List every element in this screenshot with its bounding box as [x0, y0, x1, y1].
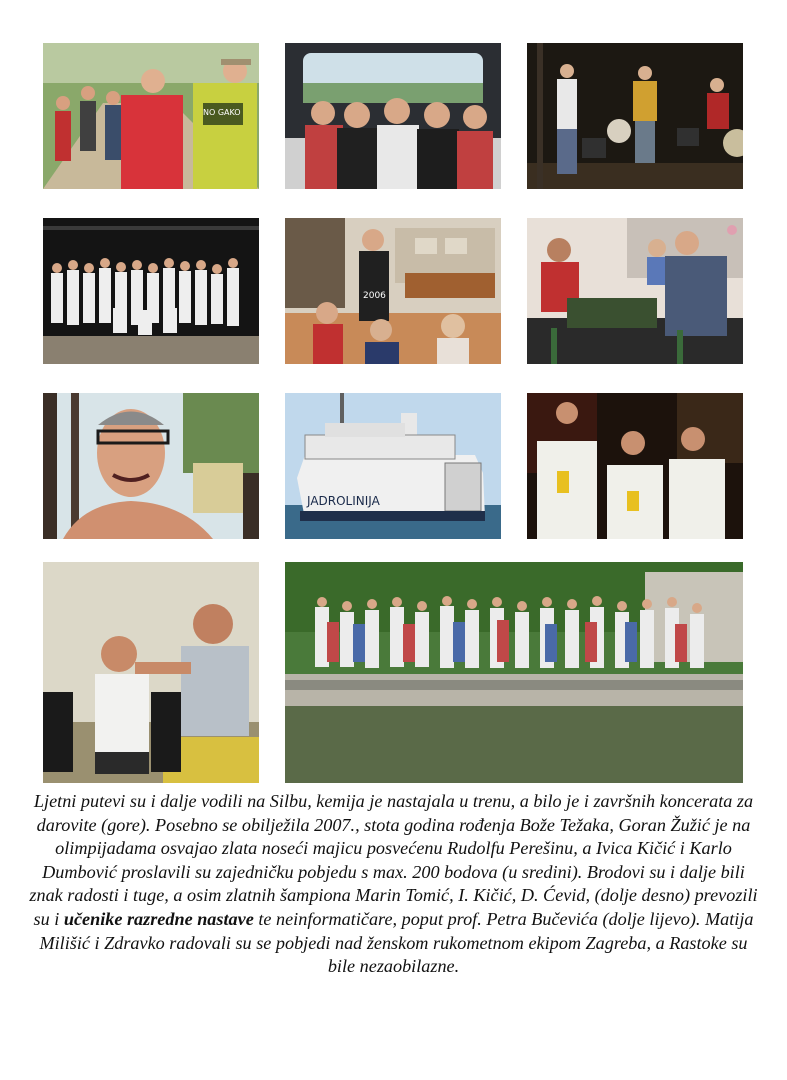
photo-hikers [43, 43, 259, 189]
caption-bold: učenike razredne nastave [63, 908, 254, 929]
caption-text [28, 790, 759, 979]
photo-group-night [43, 218, 259, 364]
photo-concert [527, 43, 743, 189]
photo-bus-group [285, 43, 501, 189]
photo-ferry [285, 393, 501, 539]
photo-classroom [285, 218, 501, 364]
photo-old-man [43, 393, 259, 539]
photo-large-group [285, 562, 743, 783]
caption-part1: Ljetni putevi su i dalje vodili na Silbu, kemija je nastajala u trenu, a bilo je i završnih koncerata za darovite (gore). Posebno se obilježila 2007., stota godina rođenja Bože Težaka, Goran Žužić je na olimpijadama osvajao zlata noseći majicu posvećenu Rudolfu Perešinu, a Ivica Kičić i Karlo Dumbović proslavili su zajedničku pobjedu s max. 200 bodova (u sredini). Brodovi su i dalje bili znak radosti i tuge, a osim zlatnih šampiona Marin Tomić, I. Kičić, D. Ćevid, (dolje desno) prevozili su i [29, 791, 758, 929]
photo-cafe [527, 218, 743, 364]
hiker-shirt-text: NO GAKO [203, 108, 241, 117]
ferry-name: JADROLINIJA [307, 494, 380, 508]
photo-handshake [43, 562, 259, 783]
classroom-shirt-text: 2006 [363, 291, 386, 301]
caption-part2: te neinformatičare, poput prof. Petra Bučevića (dolje lijevo). Matija Milišić i Zdravko radovali su se pobjedi nad ženskom rukometnom ekipom Zagreba, a Rastoke su bile nezaobilazne. [39, 908, 754, 977]
photo-three-boys [527, 393, 743, 539]
